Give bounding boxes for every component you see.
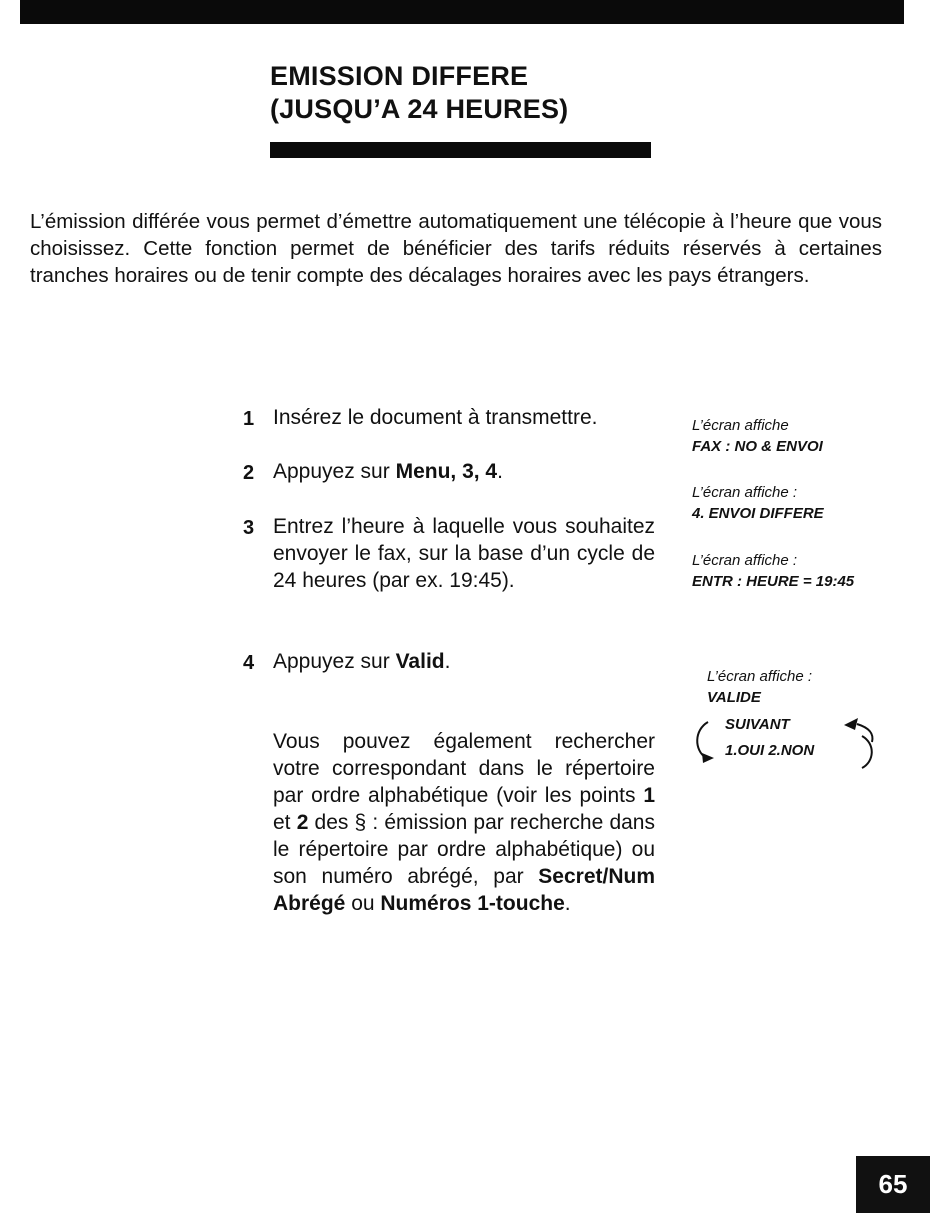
note-paragraph: Vous pouvez également rechercher votre correspondant dans le répertoire par ordre alphabétique (voir les points 1 et 2 des § : émission par recherche dans le répertoire par ordre alphabétique) ou son numéro abrégé, par Secret/Num Abrégé ou Numéros 1-touche.	[273, 730, 655, 915]
title-line-2: (JUSQU’A 24 HEURES)	[270, 94, 569, 124]
screen-display-1	[692, 415, 823, 457]
step-number: 2	[243, 462, 255, 484]
step-number: 3	[243, 517, 255, 539]
screen-caption: L’écran affiche :	[692, 484, 798, 501]
screen-display-4	[707, 666, 812, 708]
screen-value: ENTR : HEURE = 19:45	[692, 573, 855, 590]
screen-value: 4. ENVOI DIFFERE	[692, 505, 824, 522]
screen-menu-scroll	[692, 716, 882, 772]
key-name: Valid	[395, 650, 445, 673]
page-title	[270, 60, 568, 126]
menu-line-1: SUIVANT	[725, 716, 790, 733]
step-number: 4	[243, 652, 255, 674]
title-line-1: EMISSION DIFFERE	[270, 61, 529, 91]
page-number: 65	[856, 1156, 930, 1213]
screen-caption: L’écran affiche :	[692, 552, 798, 569]
step-3	[243, 513, 655, 594]
step-2	[243, 458, 655, 485]
screen-value: VALIDE	[707, 689, 761, 706]
top-bar	[20, 0, 904, 24]
screen-display-2	[692, 482, 824, 524]
screen-caption: L’écran affiche	[692, 417, 789, 434]
screen-caption: L’écran affiche :	[707, 668, 813, 685]
step-text: Appuyez sur Menu, 3, 4.	[273, 460, 503, 483]
step-number: 1	[243, 408, 255, 430]
menu-line-2: 1.OUI 2.NON	[725, 742, 815, 759]
key-one-touch: Numéros 1-touche	[380, 892, 565, 915]
step-text: Entrez l’heure à laquelle vous souhaitez envoyer le fax, sur la base d’un cycle de 24 heures (par ex. 19:45).	[273, 515, 655, 592]
step-4	[243, 648, 655, 675]
screen-display-3	[692, 550, 854, 592]
title-underline	[270, 142, 651, 158]
intro-paragraph: L’émission différée vous permet d’émettre automatiquement une télécopie à l’heure que vous choisissez. Cette fonction permet de bénéficier des tarifs réduits réservés à certaines tranches horaires ou de tenir compte des décalages horaires avec les pays étrangers.	[30, 210, 882, 287]
screen-value: FAX : NO & ENVOI	[692, 438, 823, 455]
key-sequence: Menu, 3, 4	[395, 460, 498, 483]
step-text: Insérez le document à transmettre.	[273, 406, 598, 429]
step-text: Appuyez sur Valid.	[273, 650, 451, 673]
step-1	[243, 404, 655, 431]
key-secret-num: Secret/Num Abrégé	[273, 865, 655, 915]
